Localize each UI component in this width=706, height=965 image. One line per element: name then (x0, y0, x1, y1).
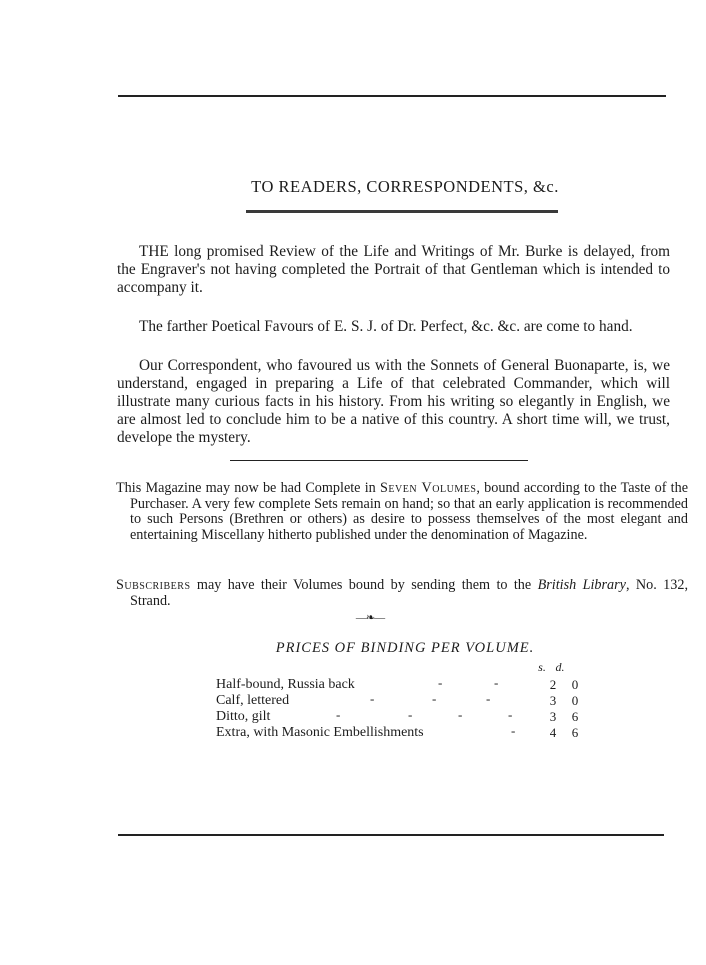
top-rule (118, 95, 666, 97)
subscribers-label: Subscribers (116, 577, 191, 593)
paragraph-correspondent (117, 357, 670, 447)
title-underline (246, 210, 558, 213)
leader-dash: - (370, 691, 375, 706)
paragraph-burke-review (117, 243, 670, 297)
paragraph-text: The farther Poetical Favours of E. S. J. of Dr. Perfect, &c. &c. are come to hand. (139, 318, 633, 335)
leader-dash: - (494, 675, 499, 690)
price-shillings: 4 (549, 725, 557, 740)
pence-header: d. (555, 660, 565, 674)
price-pence: 0 (571, 693, 579, 708)
bottom-rule (118, 834, 664, 836)
currency-header (533, 660, 569, 675)
volumes-label: Seven Volumes (380, 480, 477, 496)
leader-dash: - (508, 707, 513, 722)
leader-dash: - (511, 723, 516, 738)
price-shillings: 3 (549, 709, 557, 724)
notice-text: may have their Volumes bound by sending them to the (190, 577, 538, 593)
notice-complete-volumes (116, 481, 688, 543)
paragraph-text: Our Correspondent, who favoured us with the Sonnets of General Buonaparte, is, we understand, engaged in preparing a Life of that celebrated Commander, which will illustrate many curious facts in his history. From his writing so elegantly in English, we are almost led to conclude him to be a native of this country. A short time will, we trust, develope the mystery. (117, 357, 670, 446)
leader-dash: - (408, 707, 413, 722)
notice-subscribers (116, 578, 688, 609)
price-item: Ditto, gilt (216, 709, 271, 724)
notice-text: , bound according to the Taste of the Purchaser. A very few complete Sets remain on hand; so that an early application is recommended to such Persons (Brethren or others) as desire to possess themselves of the most elegant and entertaining Miscellany hitherto published under the denomination of Magazine. (130, 480, 688, 543)
page-title: TO READERS, CORRESPONDENTS, &c. (251, 177, 559, 196)
library-name: British Library (537, 577, 626, 593)
leader-dash: - (336, 707, 341, 722)
price-row (216, 725, 586, 743)
leader-dash: - (432, 691, 437, 706)
price-shillings: 3 (549, 693, 557, 708)
price-item: Half-bound, Russia back (216, 677, 355, 692)
leader-dash: - (438, 675, 443, 690)
price-pence: 6 (571, 709, 579, 724)
price-item: Calf, lettered (216, 693, 290, 708)
paragraph-poetical-favours (117, 318, 670, 336)
price-item: Extra, with Masonic Embellishments (216, 725, 424, 740)
paragraph-text: THE long promised Review of the Life and Writings of Mr. Burke is delayed, from the Engraver's not having completed the Portrait of that Gentleman which is intended to accompany it. (117, 243, 670, 296)
price-shillings: 2 (549, 677, 557, 692)
price-pence: 0 (571, 677, 579, 692)
notice-text: This Magazine may now be had Complete in (116, 480, 380, 496)
prices-title: PRICES OF BINDING PER VOLUME. (275, 640, 535, 656)
leader-dash: - (486, 691, 491, 706)
leader-dash: - (458, 707, 463, 722)
notice-text: , No. 132, Strand. (130, 577, 688, 609)
ornament-icon: —❧— (355, 612, 385, 624)
section-divider (230, 460, 528, 461)
price-pence: 6 (571, 725, 579, 740)
shillings-header: s. (538, 660, 546, 674)
